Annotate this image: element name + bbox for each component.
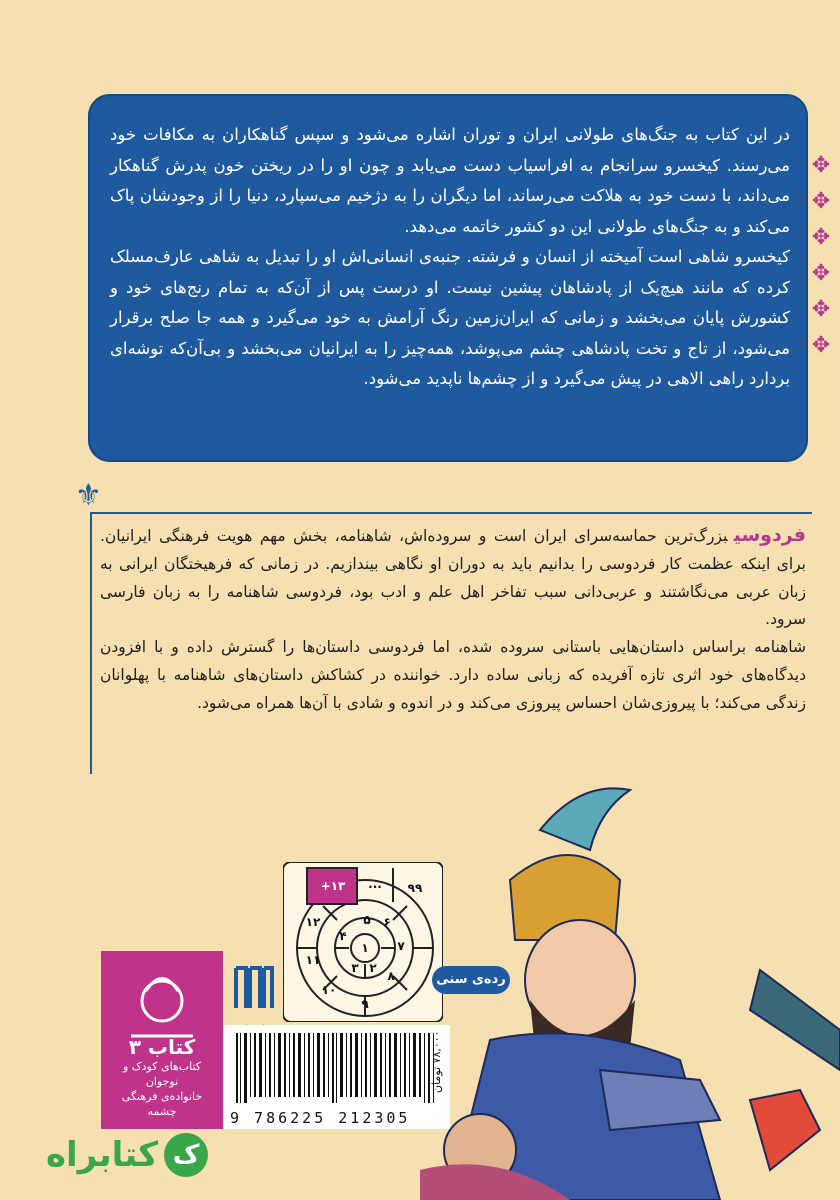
- spiral-cell-3: ۳: [351, 961, 359, 975]
- about-paragraph-2: شاهنامه براساس داستان‌هایی باستانی سروده شده، اما فردوسی داستان‌ها را گسترش داده و با افزودن دیدگاه‌های خود اثری تازه آفریده که زبانی ساده دارد. خواننده در کشاکش داستان‌های شاهنامه با پهلوانان زندگی می‌کند؛ با پیروزی‌شان احساس پیروزی می‌کند و در اندوه و شادی‌ با آن‌ها همراه می‌شود.: [100, 638, 806, 712]
- flower-ornament-icon: ✥: [811, 261, 831, 286]
- series-logo: [101, 951, 223, 1129]
- spiral-cell-99: ۹۹: [407, 881, 423, 895]
- flower-ornament-icon: ✥: [811, 225, 831, 250]
- barcode: [224, 1025, 450, 1129]
- age-group-badge: رده‌ی سنی: [432, 966, 510, 994]
- spiral-cell-4: ۴: [339, 929, 347, 943]
- spiral-cell-6: ۶: [383, 915, 391, 929]
- side-ornaments: [810, 148, 832, 364]
- publisher-logo-icon: [228, 952, 276, 1024]
- spiral-cell-ellipsis: ...: [368, 877, 382, 891]
- ketabrah-watermark: [28, 1130, 208, 1180]
- spiral-cell-2: ۲: [369, 961, 377, 975]
- price-label: ۷۸,۰۰۰ تومان: [430, 1030, 443, 1093]
- spiral-cell-11: ۱۱: [305, 953, 321, 967]
- flower-ornament-icon: ✥: [811, 189, 831, 214]
- synopsis-text: [110, 120, 790, 395]
- flower-ornament-icon: ✥: [811, 333, 831, 358]
- barcode-number: 9 786225 212305: [230, 1109, 411, 1127]
- synopsis-paragraph-2: کیخسرو شاهی است آمیخته از انسان و فرشته. جنبه‌ی انسانی‌اش او را تبدیل به شاهی عارف‌مسلک کرده که مانند هیچ‌یک از پادشاهان پیشین نیست. او درست پس از آن‌که به تمام رنج‌های خود و کشورش پایان می‌بخشد و زمانی که ایران‌زمین رنگ آرامش به خود می‌گیرد و همه جا صلح برقرار می‌شود، از تاج و تخت پادشاهی چشم می‌پوشد، همه‌چیز را به ایرانیان می‌بخشد و بی‌آن‌که توشه‌ای بردارد راهی الاهی در پیش می‌گیرد و از چشم‌ها ناپدید می‌شود.: [110, 247, 790, 388]
- spiral-cell-9: ۹: [361, 997, 369, 1011]
- spiral-cell-5: ۵: [363, 913, 371, 927]
- spiral-cell-12: ۱۲: [305, 915, 321, 929]
- ketabrah-logo-icon: ک: [164, 1133, 208, 1177]
- about-paragraph-1: [100, 522, 806, 634]
- fleur-ornament-icon: ⚜: [75, 478, 102, 513]
- ferdowsi-title: فردوسی: [733, 524, 806, 546]
- spiral-cell-8: ۸: [387, 969, 395, 983]
- spiral-cell-1: ۱: [361, 941, 369, 955]
- about-paragraph-1-text: بزرگ‌ترین حماسه‌سرای ایران است و سروده‌اش، شاهنامه، بخش مهم هویت فرهنگی ایرانیان. برای اینکه عظمت کار فردوسی را بدانیم باید به دوران او نگاهی بیندازیم. در زمانی که فرهیختگان ایرانی به زبان عربی می‌نگاشتند و عربی‌دانی سبب تفاخر اهل علم و ادب بود، فردوسی شاهنامه را به زبان فارسی سرود.: [100, 527, 806, 629]
- spiral-cell-13: +۱۳: [320, 879, 346, 893]
- flower-ornament-icon: ✥: [811, 297, 831, 322]
- number-spiral-diagram: [283, 862, 443, 1022]
- spiral-cell-10: ۱۰: [321, 983, 337, 997]
- synopsis-paragraph-1: در این کتاب به جنگ‌های طولانی ایران و توران اشاره می‌شود و سپس گناهکاران به مکافات خود می‌رسند. کیخسرو سرانجام به افراسیاب دست می‌یابد و چون او را در ریختن خون پدرش گناهکار می‌داند، با دست خود به هلاکت می‌رساند، اما دیگران را به دژخیم می‌سپارد، دنیا را از وجودشان پاک می‌کند و به جنگ‌های طولانی این دو کشور خاتمه می‌دهد.: [110, 125, 790, 236]
- spiral-cell-7: ۷: [397, 939, 405, 953]
- barcode-bars: [224, 1029, 450, 1109]
- ketabrah-wordmark: کتابراه: [45, 1135, 158, 1175]
- series-title: کتاب ۳: [128, 1035, 196, 1059]
- flower-ornament-icon: ✥: [811, 153, 831, 178]
- series-caption: کتاب‌های کودک و نوجوان خانواده‌ی فرهنگی چشمه: [121, 1060, 203, 1118]
- about-ferdowsi: [100, 522, 806, 718]
